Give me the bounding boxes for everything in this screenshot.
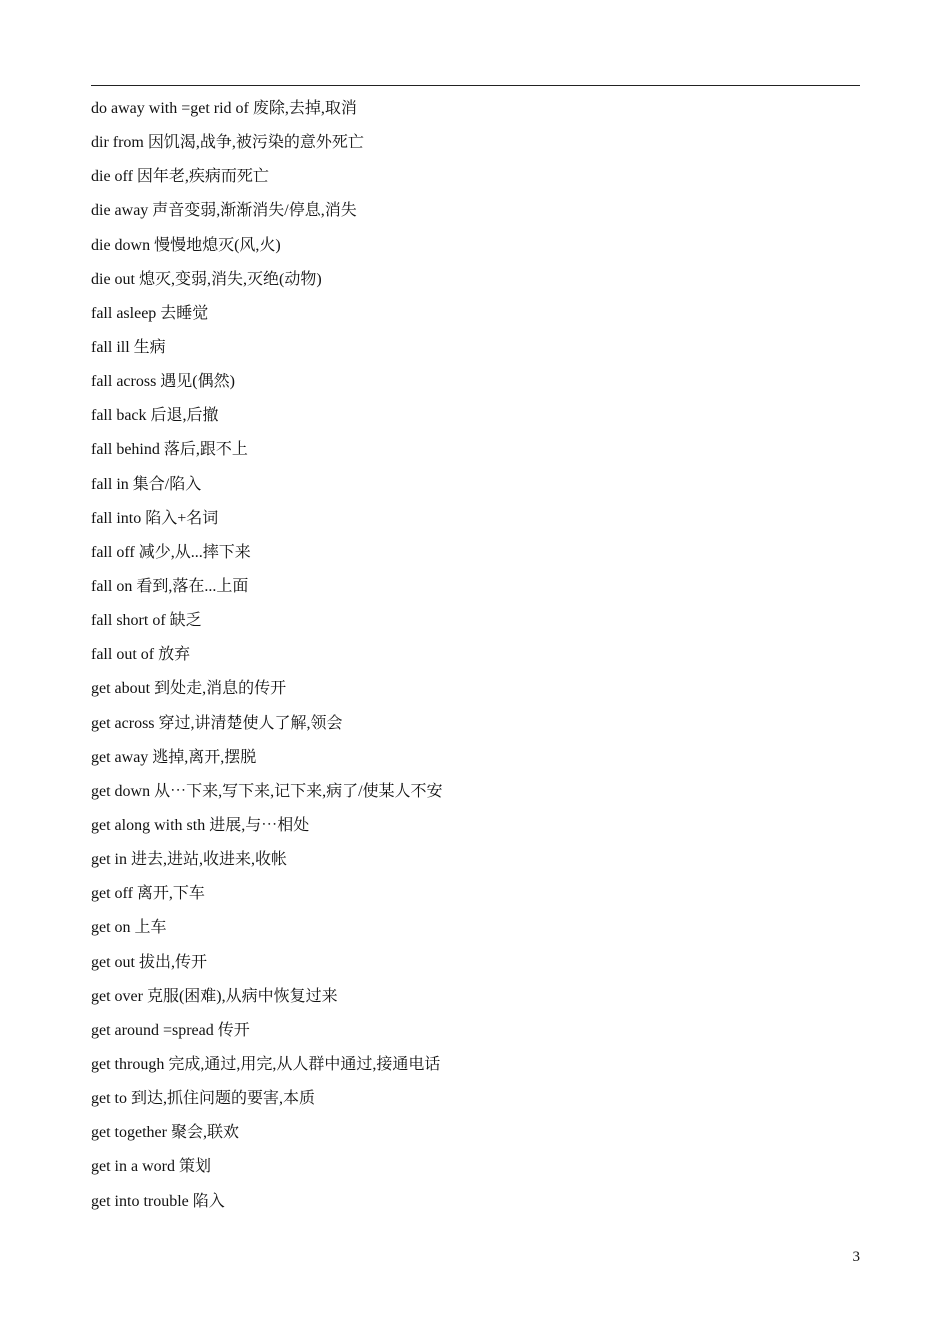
phrase-entry: die off 因年老,疾病而死亡 xyxy=(91,168,269,186)
page-number: 3 xyxy=(852,1249,860,1265)
phrase-entry: fall short of 缺乏 xyxy=(91,612,202,630)
phrase-list xyxy=(91,97,443,1224)
phrase-entry: fall off 减少,从...摔下来 xyxy=(91,543,251,561)
phrase-entry: get into trouble 陷入 xyxy=(91,1192,225,1210)
phrase-entry: get over 克服(困难),从病中恢复过来 xyxy=(91,987,338,1005)
phrase-entry: fall in 集合/陷入 xyxy=(91,475,202,493)
phrase-entry: fall back 后退,后撤 xyxy=(91,407,219,425)
phrase-entry: dir from 因饥渴,战争,被污染的意外死亡 xyxy=(91,134,364,152)
phrase-entry: get along with sth 进展,与⋯相处 xyxy=(91,816,310,834)
phrase-entry: fall ill 生病 xyxy=(91,338,166,356)
phrase-entry: get to 到达,抓住问题的要害,本质 xyxy=(91,1090,315,1108)
phrase-entry: get around =spread 传开 xyxy=(91,1021,250,1039)
phrase-entry: fall asleep 去睡觉 xyxy=(91,304,209,322)
phrase-entry: get across 穿过,讲清楚使人了解,领会 xyxy=(91,714,343,732)
phrase-entry: get down 从⋯下来,写下来,记下来,病了/使某人不安 xyxy=(91,782,443,800)
header-rule xyxy=(91,85,860,86)
phrase-entry: fall on 看到,落在...上面 xyxy=(91,577,249,595)
phrase-entry: get off 离开,下车 xyxy=(91,885,205,903)
phrase-entry: get out 拔出,传开 xyxy=(91,953,207,971)
phrase-entry: get away 逃掉,离开,摆脱 xyxy=(91,748,257,766)
phrase-entry: fall behind 落后,跟不上 xyxy=(91,441,248,459)
phrase-entry: fall into 陷入+名词 xyxy=(91,509,219,527)
phrase-entry: die out 熄灭,变弱,消失,灭绝(动物) xyxy=(91,270,322,288)
phrase-entry: fall out of 放弃 xyxy=(91,646,191,664)
phrase-entry: get in a word 策划 xyxy=(91,1158,211,1176)
phrase-entry: fall across 遇见(偶然) xyxy=(91,373,235,391)
phrase-entry: get together 聚会,联欢 xyxy=(91,1124,239,1142)
phrase-entry: get on 上车 xyxy=(91,919,167,937)
phrase-entry: get about 到处走,消息的传开 xyxy=(91,680,287,698)
phrase-entry: get in 进去,进站,收进来,收帐 xyxy=(91,851,287,869)
phrase-entry: die down 慢慢地熄灭(风,火) xyxy=(91,236,281,254)
phrase-entry: die away 声音变弱,渐渐消失/停息,消失 xyxy=(91,202,357,220)
phrase-entry: do away with =get rid of 废除,去掉,取消 xyxy=(91,100,357,117)
phrase-entry: get through 完成,通过,用完,从人群中通过,接通电话 xyxy=(91,1055,441,1073)
